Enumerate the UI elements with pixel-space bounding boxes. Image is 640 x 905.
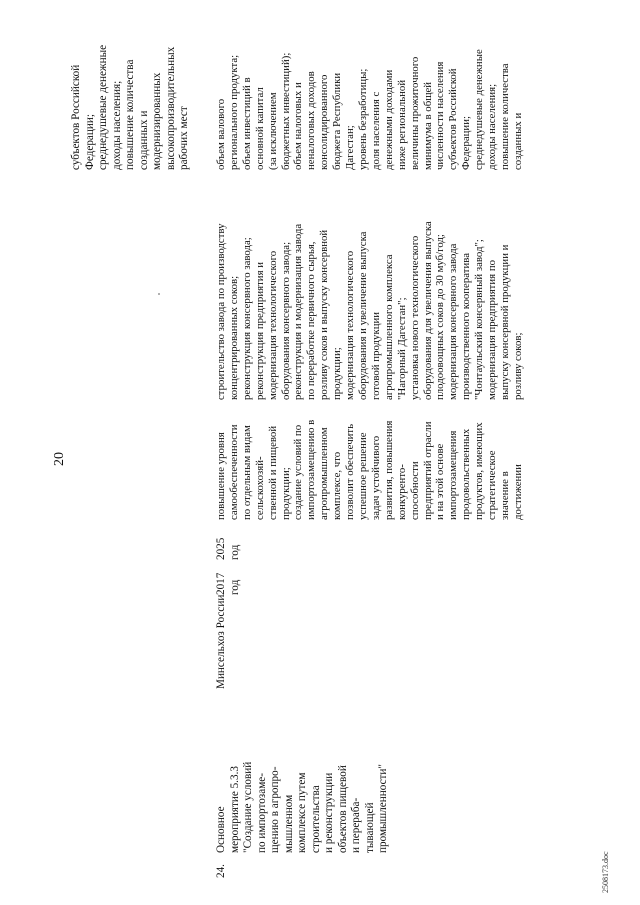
expected-result-line: предприятий отрасли [421,421,434,520]
measure-name-line: "Создание условий [242,761,254,853]
indicators-line: минимума в общей [421,81,434,170]
activities-line: розливу соков; [511,332,524,400]
indicators-line: численности населения [434,61,447,170]
indicators-line: уровень безработицы; [356,68,369,170]
indicators-line: регионального продукта; [227,54,240,170]
expected-result-line: продовольственных [460,428,473,520]
expected-result-line: повышение уровня [215,432,227,520]
indicators-line: объем налоговых и [292,82,305,170]
measure-name-line: комплексе путем [296,772,308,853]
indicators-line: Федерации; [460,116,473,170]
activities-line: установка нового технологического [408,235,421,400]
expected-result-line: самообеспеченности [227,424,240,520]
indicators-continuation-line: модернизированных [151,72,163,170]
expected-result-line: значение в [498,471,511,520]
expected-result-line: продуктов, имеющих [473,422,486,520]
indicators-line: субъектов Российской [447,68,460,170]
indicators-continuation-line: субъектов Российской [70,64,82,170]
activities-line: строительство завода по производству [215,223,227,400]
activities-line: оборудования для увеличения выпуска [421,221,434,400]
expected-result-line: сельскохозяй- [253,456,266,520]
measure-name-line: тывающей [363,802,376,853]
indicators-line: доля населения с [369,91,382,170]
indicators-continuation-line: созданных и [137,110,150,170]
indicators-line: неналоговых доходов [305,71,318,170]
activities-line: оборудования консервного завода; [279,241,292,400]
indicators-line: основной капитал [253,87,266,170]
measure-name-line: и перераба- [350,797,362,853]
start-year-line: 2017 [215,572,227,595]
expected-result-line: создание условий по [292,424,305,520]
activities-line: по переработке первичного сырья, [305,241,318,400]
activities-line: агропромышленного комплекса [382,254,395,400]
expected-result-line: агропромышленном [318,427,331,520]
activities-line: производственного кооператива [460,253,473,400]
expected-result-line: стратегическое [486,450,499,520]
measure-name-line: мероприятие 5.3.3 [228,766,241,853]
scan-speck [158,293,160,295]
expected-result-line: импортозамещению в [305,419,318,520]
activities-line: модернизация технологического [266,250,279,400]
executor: Минсельхоз России [215,594,227,689]
indicators-line: среднедушевые денежные [473,49,486,170]
indicators-continuation-line: доходы населения; [110,80,123,170]
activities-line: концентрированных соков; [227,275,240,400]
end-year-line: 2025 [215,537,227,560]
indicators-line: Дагестан; [344,125,357,170]
start-year-line: год [228,579,241,595]
activities-line: плодоовощных соков до 30 муб/год; [434,234,447,400]
indicators-line: объем валового [215,98,227,170]
expected-result-line: конкуренто- [395,464,408,520]
measure-name-line: по импортозаме- [255,773,268,853]
measure-name-line: строительства [309,785,322,853]
indicators-continuation-line: среднедушевые денежные [97,44,109,170]
expected-result-line: позволит обеспечить [344,423,357,520]
indicators-line: доходы населения; [486,83,499,170]
row-number: 24. [215,864,227,878]
expected-result-line: ственной и пищевой [266,425,279,520]
measure-name-line: объектов пищевой [336,765,349,853]
indicators-line: бюджета Республики [331,72,344,170]
indicators-line: консолидированного [318,74,331,170]
expected-result-line: способности [408,461,421,520]
activities-line: реконструкция и модернизация завода [292,223,305,400]
expected-result-line: и на этой основе [434,443,447,520]
expected-result-line: по отдельным видам [240,425,253,520]
activities-line: розливу соков и выпуску консервной [318,229,331,400]
start-year [215,573,242,595]
end-year [215,538,242,560]
activities-line: модернизация технологического [344,250,357,400]
measure-name [215,762,391,853]
activities-line: реконструкция предприятия и [253,261,266,400]
activities-line: модернизация консервного завода [447,243,460,400]
activities-line: "Чонтаульский консервный завод"; [473,239,486,400]
expected-result-line: продукции; [279,467,292,520]
activities-line: продукции; [331,347,344,400]
indicators-line: (за исключением [266,92,279,170]
activities-line: реконструкция консервного завода; [240,237,253,400]
indicators-line: денежными доходами [382,69,395,170]
expected-result-line: комплексе, что [331,451,344,520]
expected-result-line: достижении [511,464,524,520]
measure-name-line: щению в агропро- [269,766,281,853]
indicators-line: величины прожиточного [408,56,421,170]
page-number: 20 [52,452,67,466]
end-year-line: год [228,544,241,560]
measure-name-line: мышленном [282,794,295,853]
indicators-continuation-line: высокопроизводительных [164,46,177,170]
activities-line: оборудования и увеличение выпуска [356,231,369,400]
indicators-continuation [70,45,192,170]
measure-name-line: Основное [215,806,227,853]
activities-line: модернизация предприятия по [486,259,499,400]
activities-line: выпуску консервной продукции и [498,244,511,400]
expected-result-line: импортозамещения [447,430,460,520]
indicators-continuation-line: Федерации; [83,114,96,170]
indicators-line: ниже региональной [395,79,408,170]
indicators-line: бюджетных инвестиций); [279,52,292,170]
activities [215,221,525,400]
indicators-line: повышение количества [498,63,511,170]
activities-line: "Нагорный Дагестан"; [395,297,408,400]
indicators-line: созданных и [511,112,524,170]
indicators-continuation-line: рабочих мест [178,106,190,170]
activities-line: готовой продукции [369,311,382,400]
indicators-line: объем инвестиций в [240,77,253,170]
expected-result-line: успешное решение [356,432,369,520]
expected-result-line: задач устойчивого [369,435,382,520]
indicators-continuation-line: повышение количества [124,59,136,170]
expected-result-line: развития, повышения [382,420,395,520]
expected-result [215,420,525,520]
measure-name-line: и реконструкции [323,772,335,853]
indicators [215,49,525,170]
measure-name-line: промышленности" [377,764,389,853]
document-filename: 2508173.doc [601,851,610,893]
